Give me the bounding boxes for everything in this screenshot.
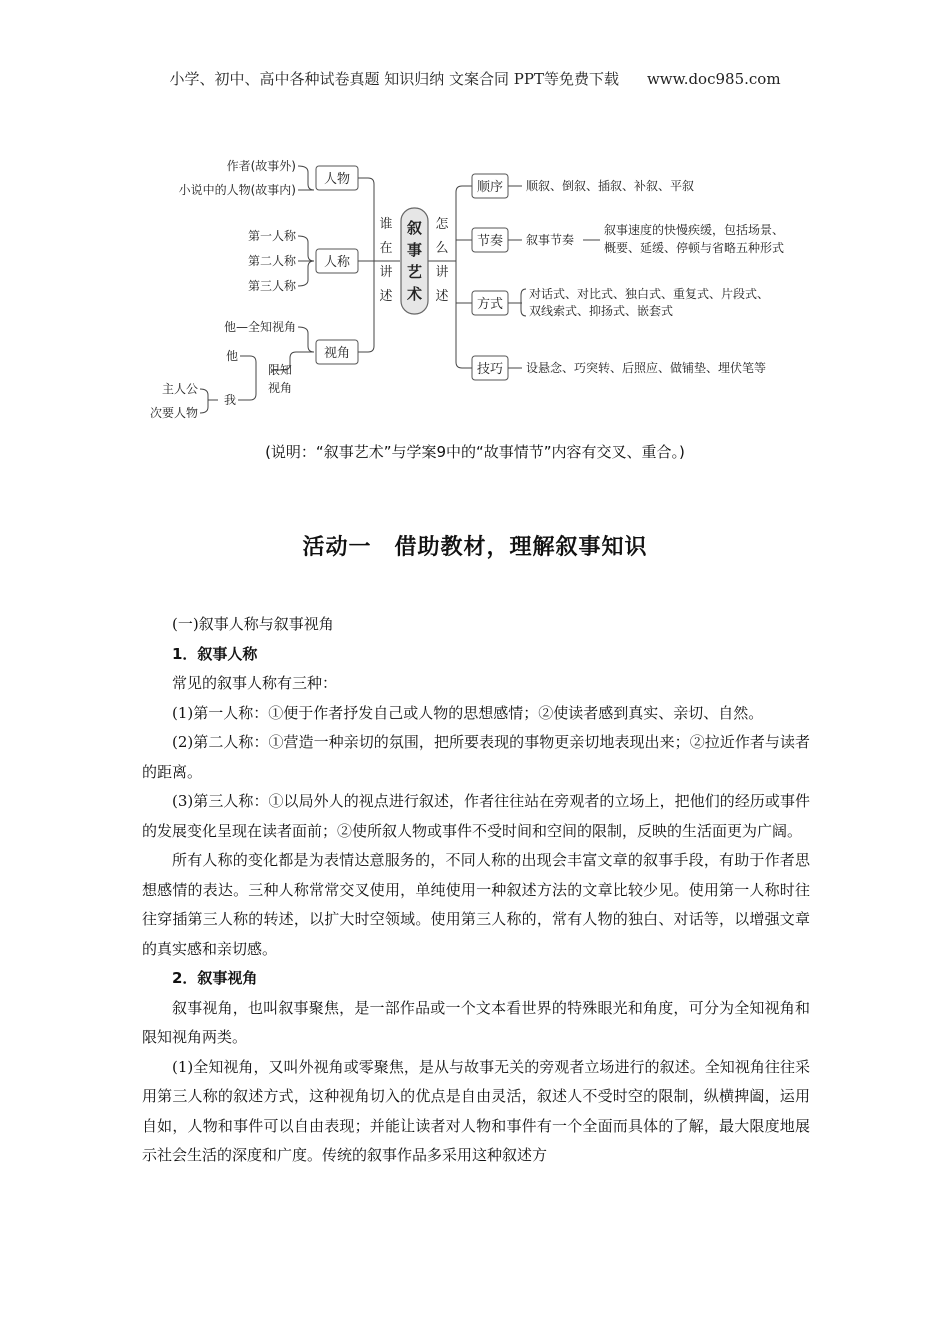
jiqiao-label: 技巧 (476, 362, 504, 377)
jiezou-text-2: 概要、延缓、停顿与省略五种形式 (604, 241, 785, 255)
center-char-2: 事 (406, 241, 423, 259)
fangshi-text-1: 对话式、对比式、独白式、重复式、片段式、 (529, 287, 770, 301)
paragraph: (2)第二人称：①营造一种亲切的氛围，把所要表现的事物更亲切地表现出来；②拉近作者与读者的距离。 (142, 733, 810, 781)
subheading-perspective: 2．叙事视角 (172, 969, 258, 987)
who-char-3: 讲 (379, 265, 393, 280)
wo-item-1: 主人公 (161, 382, 198, 396)
xianzhi-line-2: 视角 (267, 381, 293, 395)
fangshi-text-2: 双线索式、抑扬式、嵌套式 (529, 304, 674, 318)
rencheng-bracket (298, 236, 314, 286)
shunxu-label: 顺序 (476, 180, 504, 195)
shijiao-label: 视角 (323, 346, 351, 361)
content-body (142, 610, 810, 1171)
header-url[interactable]: www.doc985.com (646, 70, 781, 88)
right-connectors (508, 186, 522, 368)
xianzhi-bracket (238, 356, 256, 400)
how-char-3: 讲 (435, 265, 449, 280)
paragraph: 叙事视角，也叫叙事聚焦，是一部作品或一个文本看世界的特殊眼光和角度，可分为全知视角和限知视角两类。 (142, 998, 810, 1046)
paragraph: (1)全知视角，又叫外视角或零聚焦，是从与故事无关的旁观者立场进行的叙述。全知视角往往采用第三人称的叙述方式，这种视角切入的优点是自由灵活，叙述人不受时空的限制，纵横捭阖，运用自如，人物和事件可以自由表现；并能让读者对人物和事件有一个全面而具体的了解，最大限度地展示社会生活的深度和广度。传统的叙事作品多采用这种叙述方 (142, 1057, 810, 1164)
wo-label: 我 (223, 393, 236, 407)
center-char-4: 术 (406, 285, 423, 303)
shunxu-text: 顺叙、倒叙、插叙、补叙、平叙 (526, 179, 695, 193)
rencheng-label: 人称 (323, 255, 351, 270)
activity-title: 活动一 借助教材，理解叙事知识 (302, 535, 648, 560)
center-char-3: 艺 (406, 263, 423, 281)
subheading-person: 1．叙事人称 (172, 644, 258, 663)
renwu-bracket (298, 166, 314, 190)
header-text: 小学、初中、高中各种试卷真题 知识归纳 文案合同 PPT等免费下载 (169, 70, 619, 88)
center-char-1: 叙 (406, 219, 423, 237)
how-char-1: 怎 (435, 217, 449, 232)
wo-bracket (200, 389, 218, 413)
renwu-item-1: 作者(故事外) (226, 159, 296, 173)
narrative-art-mindmap (0, 0, 950, 440)
jiezou-text-1: 叙事速度的快慢疾缓，包括场景、 (604, 223, 785, 237)
paragraph: 所有人称的变化都是为表情达意服务的，不同人称的出现会丰富文章的叙事手段，有助于作者思想感情的表达。三种人称常常交叉使用，单纯使用一种叙述方法的文章比较少见。使用第一人称时往往穿插第三人称的转述，以扩大时空领域。使用第三人称的，常有人物的独白、对话等，以增强文章的真实感和亲切感。 (142, 851, 810, 958)
section-heading: (一)叙事人称与叙事视角 (172, 615, 334, 633)
paragraph: (3)第三人称：①以局外人的视点进行叙述，作者往往站在旁观者的立场上，把他们的经历或事件的发展变化呈现在读者面前；②使所叙人物或事件不受时间和空间的限制，反映的生活面更为广阔。 (142, 792, 810, 840)
paragraph: 常见的叙事人称有三种： (172, 674, 338, 692)
rencheng-item-3: 第三人称 (247, 279, 296, 293)
renwu-item-2: 小说中的人物(故事内) (178, 183, 296, 197)
ta-label: 他 (225, 349, 238, 363)
how-char-4: 述 (435, 289, 449, 304)
rencheng-item-2: 第二人称 (247, 254, 296, 268)
jiezou-sub: 叙事节奏 (526, 233, 575, 247)
fangshi-label: 方式 (476, 297, 504, 312)
renwu-label: 人物 (323, 172, 351, 187)
jiezou-label: 节奏 (476, 234, 504, 249)
quanzhi-label: 他—全知视角 (223, 320, 296, 334)
who-char-1: 谁 (379, 217, 393, 232)
wo-item-2: 次要人物 (149, 406, 198, 420)
mindmap-note: (说明：“叙事艺术”与学案9中的“故事情节”内容有交叉、重合。) (265, 443, 685, 461)
xianzhi-line-1: 限知 (267, 363, 293, 377)
jiqiao-text: 设悬念、巧突转、后照应、做铺垫、埋伏笔等 (526, 361, 767, 375)
paragraph: (1)第一人称：①便于作者抒发自己或人物的思想感情；②使读者感到真实、亲切、自然。 (172, 703, 764, 722)
how-char-2: 么 (435, 241, 449, 256)
rencheng-item-1: 第一人称 (247, 229, 296, 243)
who-char-4: 述 (379, 289, 393, 304)
who-char-2: 在 (379, 241, 393, 256)
